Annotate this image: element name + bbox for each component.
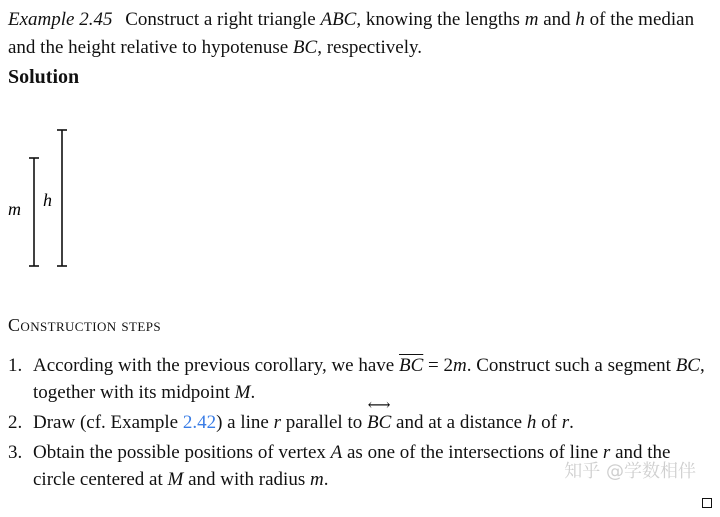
center-m-symbol: M — [167, 469, 184, 490]
step-2-text-c: parallel to — [285, 412, 363, 433]
construction-step — [8, 409, 714, 436]
median-symbol: m — [452, 355, 467, 376]
step-1-text-a: According with the previous corollary, we have — [33, 355, 395, 376]
watermark: 知乎 @学数相伴 — [564, 461, 696, 482]
triangle-name: ABC — [320, 9, 357, 30]
height-symbol: h — [526, 412, 537, 433]
line-r-symbol: r — [273, 412, 281, 433]
midpoint-symbol: M — [234, 382, 251, 403]
segment-lengths-figure — [0, 120, 120, 280]
step-number: 2. — [8, 412, 23, 433]
construction-steps-title: Construction steps — [8, 315, 162, 335]
example-label: Example 2.45 — [8, 9, 113, 30]
step-1-text-d: , together with its midpoint — [33, 355, 705, 403]
example-end: , respectively. — [317, 37, 423, 58]
h-segment — [57, 130, 67, 266]
step-2-text-b: ) a line — [216, 412, 269, 433]
step-text — [33, 409, 714, 436]
step-2-text-d: and at a distance — [396, 412, 523, 433]
construction-step — [8, 352, 714, 406]
segment-symbol: $\overline{BC}$ — [398, 355, 424, 376]
radius-m-symbol: m — [309, 469, 324, 490]
median-length-symbol: m — [524, 9, 539, 30]
step-3-text-a: Obtain the possible positions of vertex — [33, 442, 326, 463]
step-1-text-c: . Construct such a segment — [466, 355, 671, 376]
step-2-text-a: Draw (cf. Example — [33, 412, 179, 433]
segment-name: BC — [675, 355, 700, 376]
vertex-a-symbol: A — [330, 442, 343, 463]
example-text-after: of the median and the height relative to hypotenuse — [8, 9, 695, 58]
qed-box-icon — [702, 498, 712, 508]
step-3-text-c: and the circle centered at — [33, 442, 671, 490]
example-2-42-link[interactable]: 2.42 — [182, 412, 217, 433]
step-1-text-end: . — [250, 382, 256, 403]
segment-lengths-svg — [0, 120, 120, 280]
line-bc-symbol: ⟷ BC — [367, 409, 391, 436]
solution-heading: Solution — [8, 66, 80, 88]
line-r-symbol-3: r — [602, 442, 611, 463]
m-label: m — [8, 199, 21, 219]
step-2-text-e: of — [541, 412, 557, 433]
height-length-symbol: h — [575, 9, 585, 30]
example-text-before: Construct a right triangle — [125, 9, 316, 30]
step-number: 1. — [8, 355, 23, 376]
step-number: 3. — [8, 442, 23, 463]
example-statement — [8, 6, 714, 62]
h-label: h — [43, 190, 52, 210]
step-3-text-d: and with radius — [188, 469, 306, 490]
step-3-text-b: as one of the intersections of line — [347, 442, 599, 463]
line-r-symbol-2: r — [561, 412, 570, 433]
example-text-middle: , knowing the lengths — [356, 9, 520, 30]
example-and: and — [543, 9, 571, 30]
step-2-text-end: . — [569, 412, 574, 433]
hypotenuse-symbol: BC — [292, 37, 318, 58]
m-segment — [29, 158, 39, 266]
step-1-text-b: = 2 — [428, 355, 453, 376]
step-3-text-end: . — [323, 469, 329, 490]
